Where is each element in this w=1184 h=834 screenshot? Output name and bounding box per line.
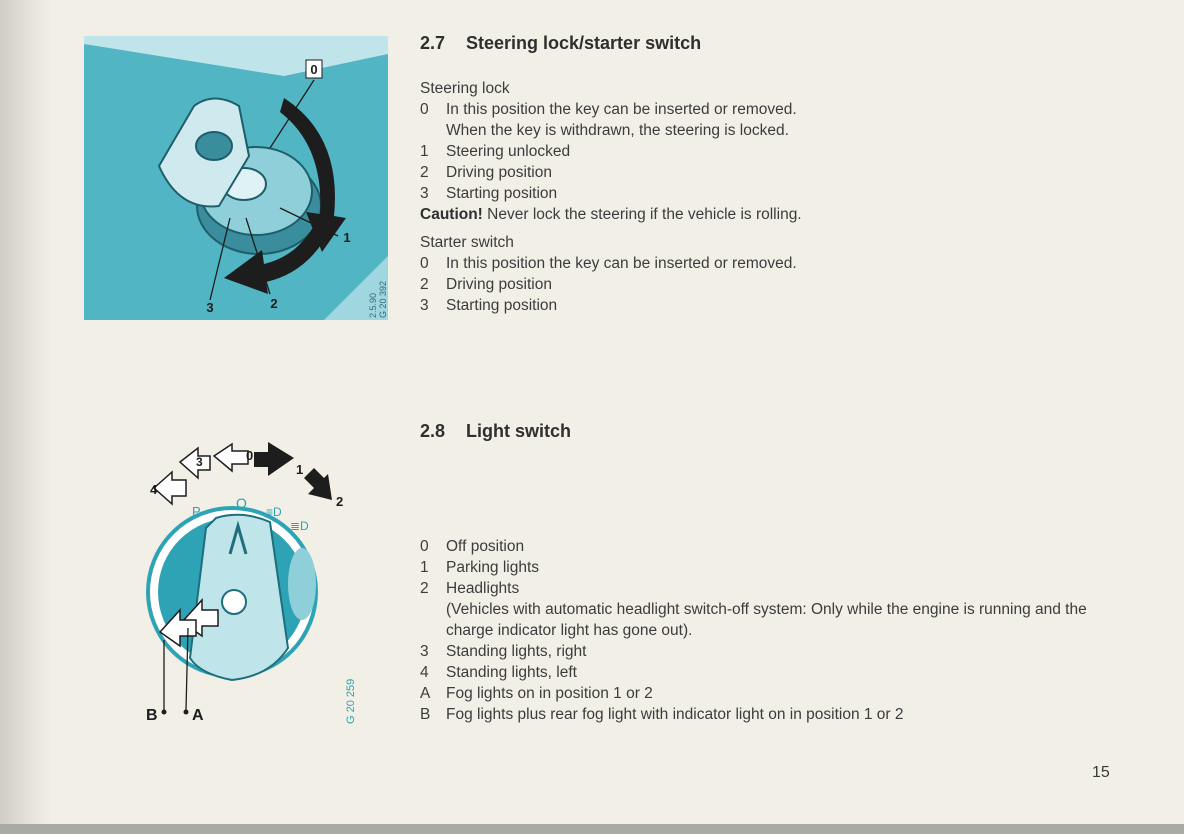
section-heading-steering-lock <box>420 33 701 54</box>
section-title: Steering lock/starter switch <box>466 33 702 53</box>
steering-lock-block <box>420 78 802 225</box>
list-item: B Fog lights plus rear fog light with indicator light on in position 1 or 2 <box>420 706 904 723</box>
list-item: 2 Driving position <box>420 276 552 293</box>
dial-symbol-parking: P <box>192 504 201 519</box>
starter-switch-block <box>420 232 797 316</box>
caution-text: Never lock the steering if the vehicle is rolling. <box>482 206 802 223</box>
list-item: 2 Driving position <box>420 164 552 181</box>
callout-3: 3 <box>206 300 214 315</box>
page-number: 15 <box>1092 764 1110 781</box>
callout-0: 0 <box>310 62 318 77</box>
caution-note <box>420 204 802 225</box>
list-item: 4 Standing lights, left <box>420 664 577 681</box>
steering-lock-illustration <box>84 36 388 320</box>
switch-knob-icon <box>222 590 246 614</box>
section-title: Light switch <box>466 421 571 441</box>
list-item: 1 Parking lights <box>420 559 540 576</box>
dial-symbol-headlights: ≡D <box>266 505 282 519</box>
dial-symbol-main-beam: ≣D <box>290 519 309 533</box>
section-heading-light-switch <box>420 421 571 442</box>
list-item: 2 Headlights <box>420 580 520 597</box>
arrow-position-0-icon <box>214 444 248 471</box>
list-item: A Fog lights on in position 1 or 2 <box>420 685 653 702</box>
callout-2: 2 <box>336 494 344 509</box>
list-item: 3 Starting position <box>420 297 558 314</box>
callout-b: B <box>146 707 158 724</box>
list-item: 1 Steering unlocked <box>420 143 571 160</box>
callout-1: 1 <box>343 230 351 245</box>
page-binding-shadow <box>0 0 52 834</box>
arrow-position-3-icon <box>180 448 210 478</box>
list-item: 0 In this position the key can be inserted or removed. <box>420 101 797 118</box>
light-switch-illustration <box>120 418 380 738</box>
callout-4: 4 <box>150 482 158 497</box>
callout-2: 2 <box>270 296 278 311</box>
callout-1: 1 <box>296 462 304 477</box>
arrow-position-4-icon <box>154 472 186 504</box>
figure-date: 2.5.90 <box>368 292 378 318</box>
page-bottom-edge <box>0 824 1184 834</box>
callout-a: A <box>192 707 204 724</box>
section-number: 2.8 <box>420 421 446 441</box>
dial-symbol-off: O <box>236 495 247 511</box>
figure-code: G 20 259 <box>345 678 357 724</box>
list-item: 3 Starting position <box>420 185 558 202</box>
list-item-note: (Vehicles with automatic headlight switch-off system: Only while the engine is running and the charge indicator light has gone out). <box>446 601 1087 639</box>
list-item: 3 Standing lights, right <box>420 643 587 660</box>
arrow-position-1-icon <box>254 442 294 476</box>
list-item: 0 In this position the key can be inserted or removed. <box>420 255 797 272</box>
caution-label: Caution! <box>420 206 483 223</box>
section-number: 2.7 <box>420 33 446 53</box>
list-item: 0 Off position <box>420 538 525 555</box>
light-switch-list <box>420 536 1106 725</box>
arrow-position-2-icon <box>304 468 332 500</box>
steering-lock-heading: Steering lock <box>420 80 510 97</box>
figure-code: G 20 392 <box>378 280 388 318</box>
list-item: When the key is withdrawn, the steering is locked. <box>446 122 789 139</box>
callout-0: 0 <box>246 448 254 463</box>
starter-switch-heading: Starter switch <box>420 234 514 251</box>
callout-3: 3 <box>196 455 203 469</box>
